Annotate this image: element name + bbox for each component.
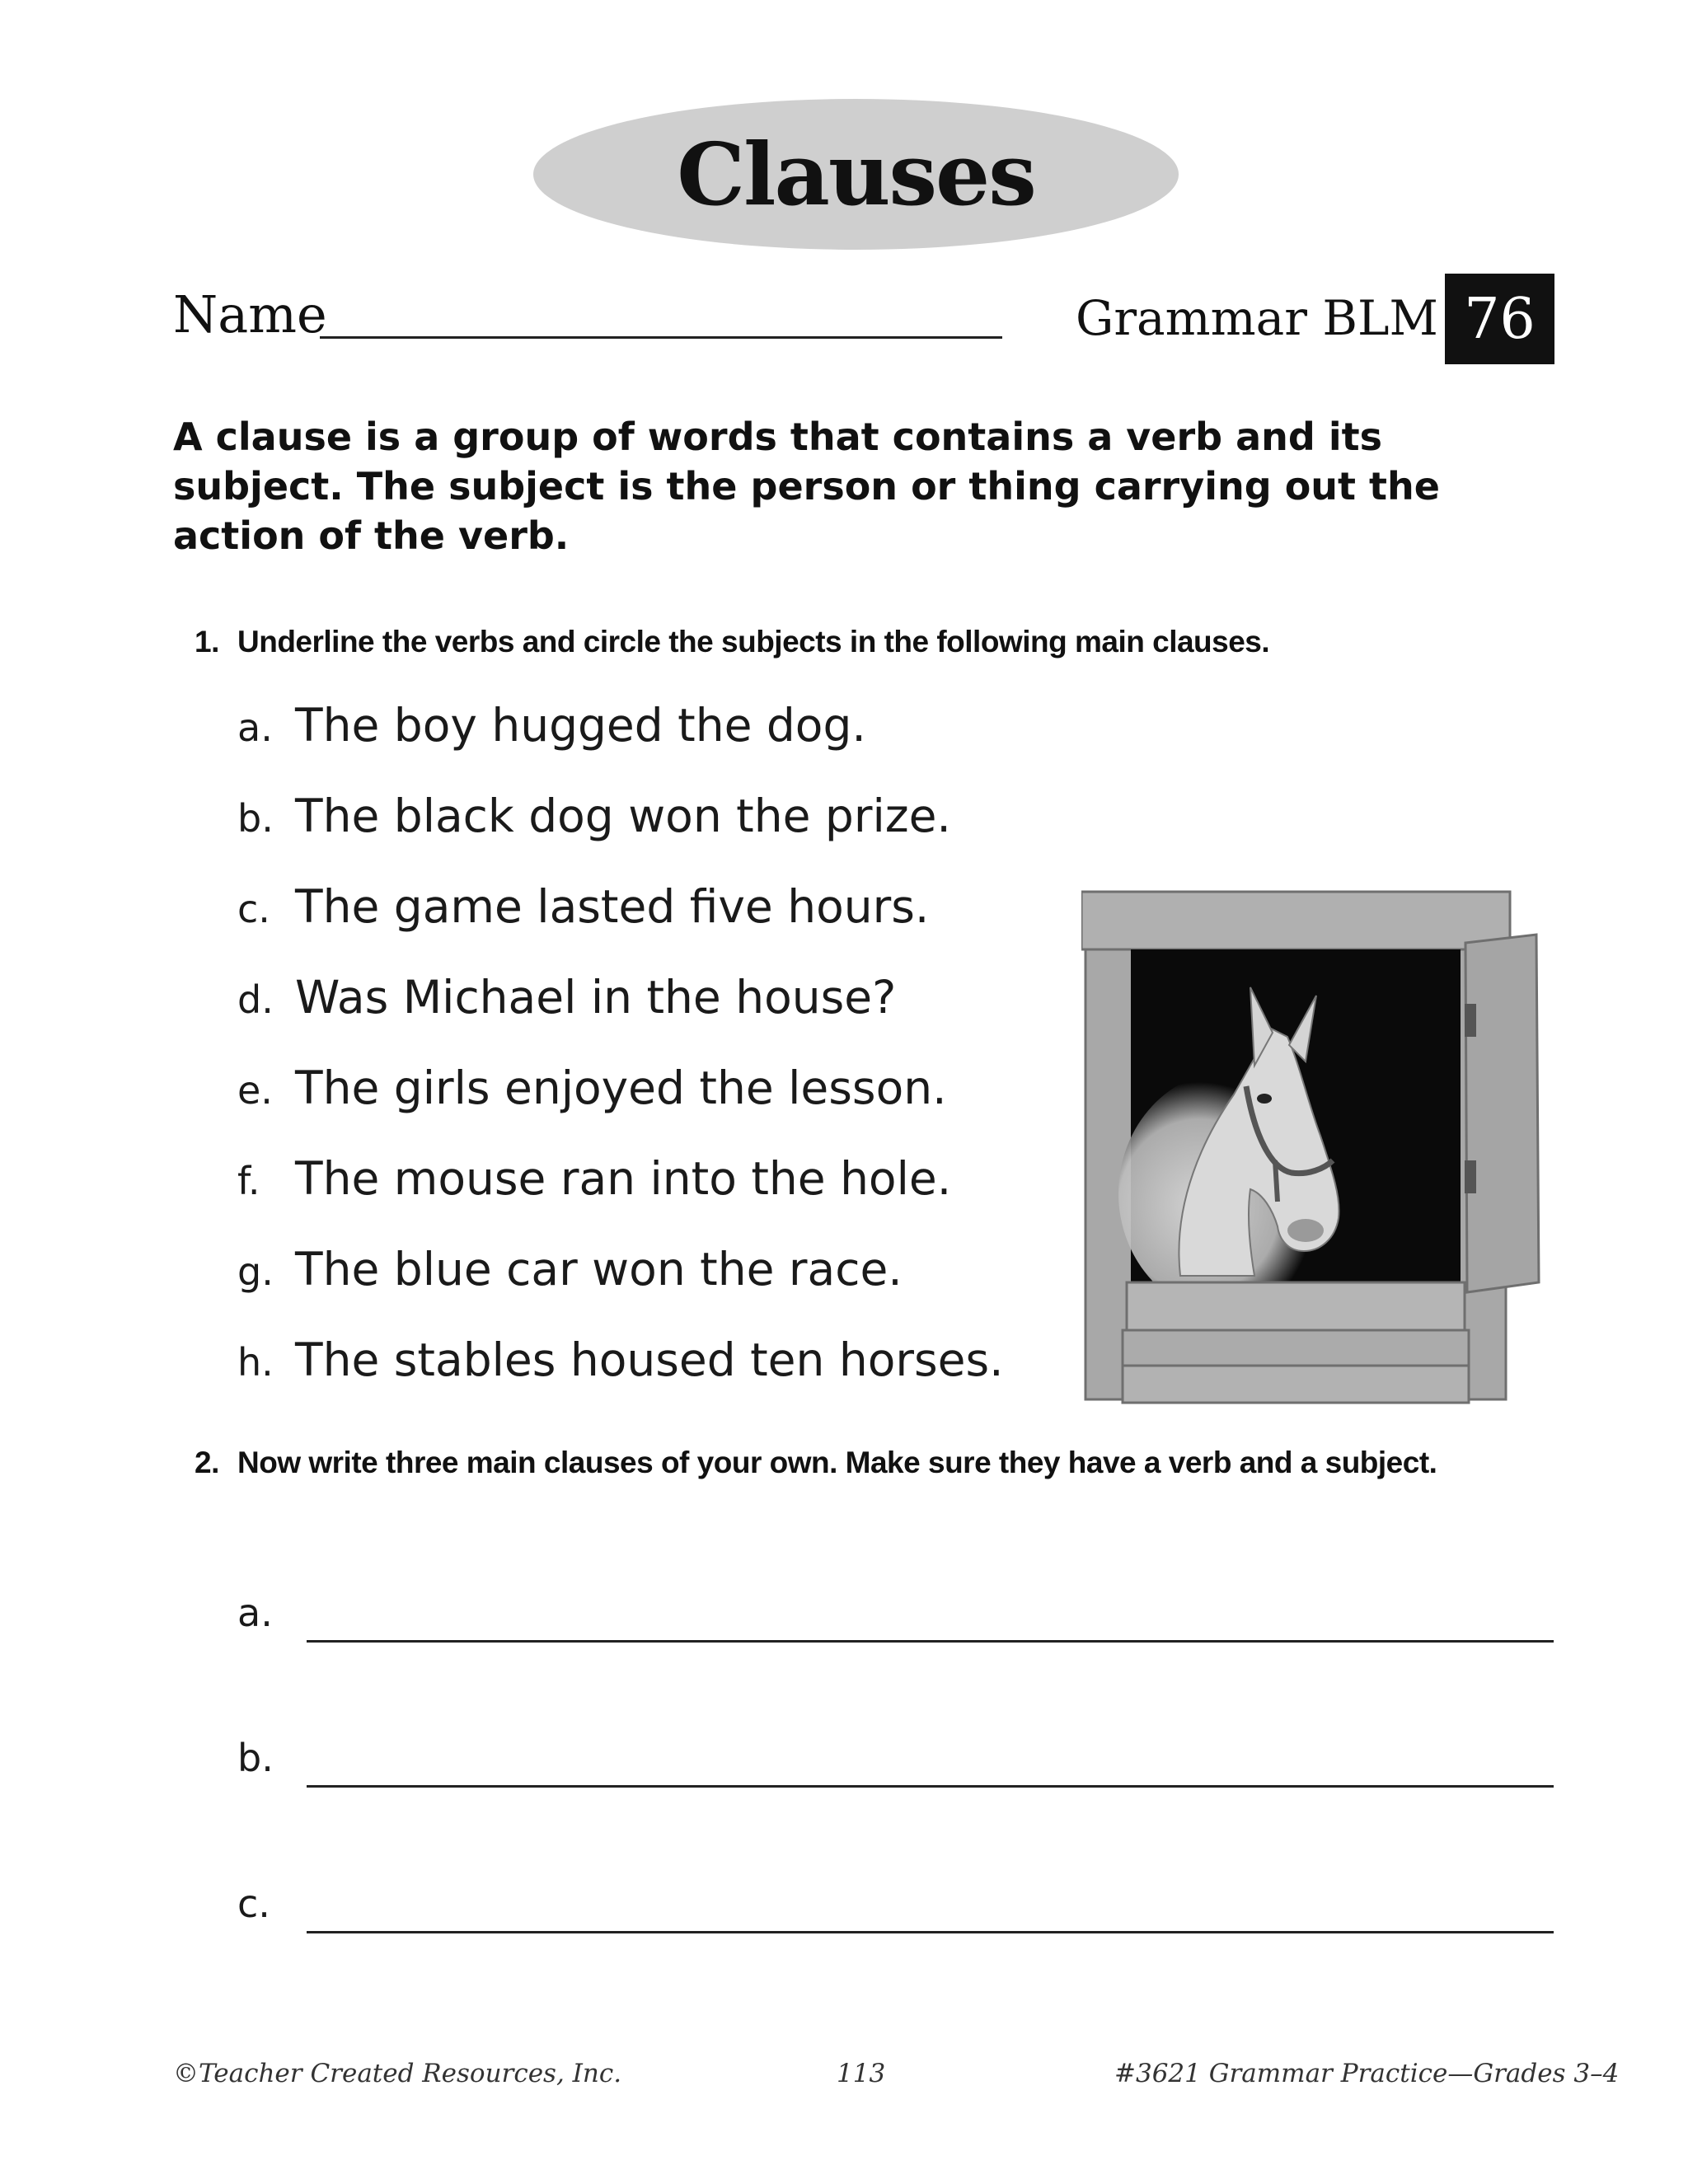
exercise-1-number: 1. xyxy=(195,625,219,658)
item-text: The girls enjoyed the lesson. xyxy=(295,1062,947,1114)
list-item xyxy=(237,880,929,933)
write-line-letter: b. xyxy=(237,1736,274,1780)
item-text: The boy hugged the dog. xyxy=(295,699,866,752)
item-text: The stables housed ten horses. xyxy=(295,1333,1004,1386)
item-letter: h. xyxy=(237,1340,274,1385)
blm-label: Grammar BLM xyxy=(1076,290,1438,346)
item-letter: c. xyxy=(237,887,270,931)
name-line xyxy=(320,336,1002,339)
list-item xyxy=(237,971,896,1024)
write-line-c[interactable] xyxy=(307,1931,1554,1933)
item-letter: a. xyxy=(237,705,273,750)
list-item xyxy=(237,1333,1004,1386)
write-line-letter: a. xyxy=(237,1591,273,1635)
list-item xyxy=(237,1062,947,1114)
item-letter: b. xyxy=(237,796,274,841)
blm-number-badge: 76 xyxy=(1445,274,1554,364)
list-item xyxy=(237,1152,951,1205)
page-title: Clauses xyxy=(677,124,1035,225)
horse-stable-illustration xyxy=(1081,888,1543,1408)
write-line-letter: c. xyxy=(237,1882,270,1926)
exercise-1-instruction-text: Underline the verbs and circle the subjects in the following main clauses. xyxy=(237,625,1270,658)
item-text: The blue car won the race. xyxy=(295,1243,903,1296)
item-text: Was Michael in the house? xyxy=(295,971,897,1024)
list-item xyxy=(237,790,951,842)
item-letter: f. xyxy=(237,1159,260,1203)
list-item xyxy=(237,1243,903,1296)
list-item xyxy=(237,699,866,752)
exercise-1-instruction xyxy=(195,625,1269,659)
item-text: The mouse ran into the hole. xyxy=(295,1152,952,1205)
footer-copyright: ©Teacher Created Resources, Inc. xyxy=(173,2059,622,2088)
item-text: The game lasted five hours. xyxy=(295,880,930,933)
write-line-b[interactable] xyxy=(307,1785,1554,1788)
exercise-2-instruction-text: Now write three main clauses of your own. Make sure they have a verb and a subject. xyxy=(237,1446,1437,1479)
item-letter: g. xyxy=(237,1249,274,1294)
item-text: The black dog won the prize. xyxy=(295,790,951,842)
write-line-a[interactable] xyxy=(307,1640,1554,1643)
footer-page-number: 113 xyxy=(837,2059,886,2088)
name-label: Name xyxy=(173,284,327,344)
exercise-2-instruction xyxy=(195,1446,1437,1480)
footer-book-title: #3621 Grammar Practice—Grades 3–4 xyxy=(1114,2059,1620,2088)
definition-text: A clause is a group of words that contains a verb and its subject. The subject is the person or thing carrying out the action of the verb. xyxy=(173,415,1440,558)
item-letter: e. xyxy=(237,1068,273,1113)
exercise-2-number: 2. xyxy=(195,1446,219,1479)
horse-in-stable-window-illustration-icon xyxy=(1081,888,1543,1408)
item-letter: d. xyxy=(237,977,274,1022)
